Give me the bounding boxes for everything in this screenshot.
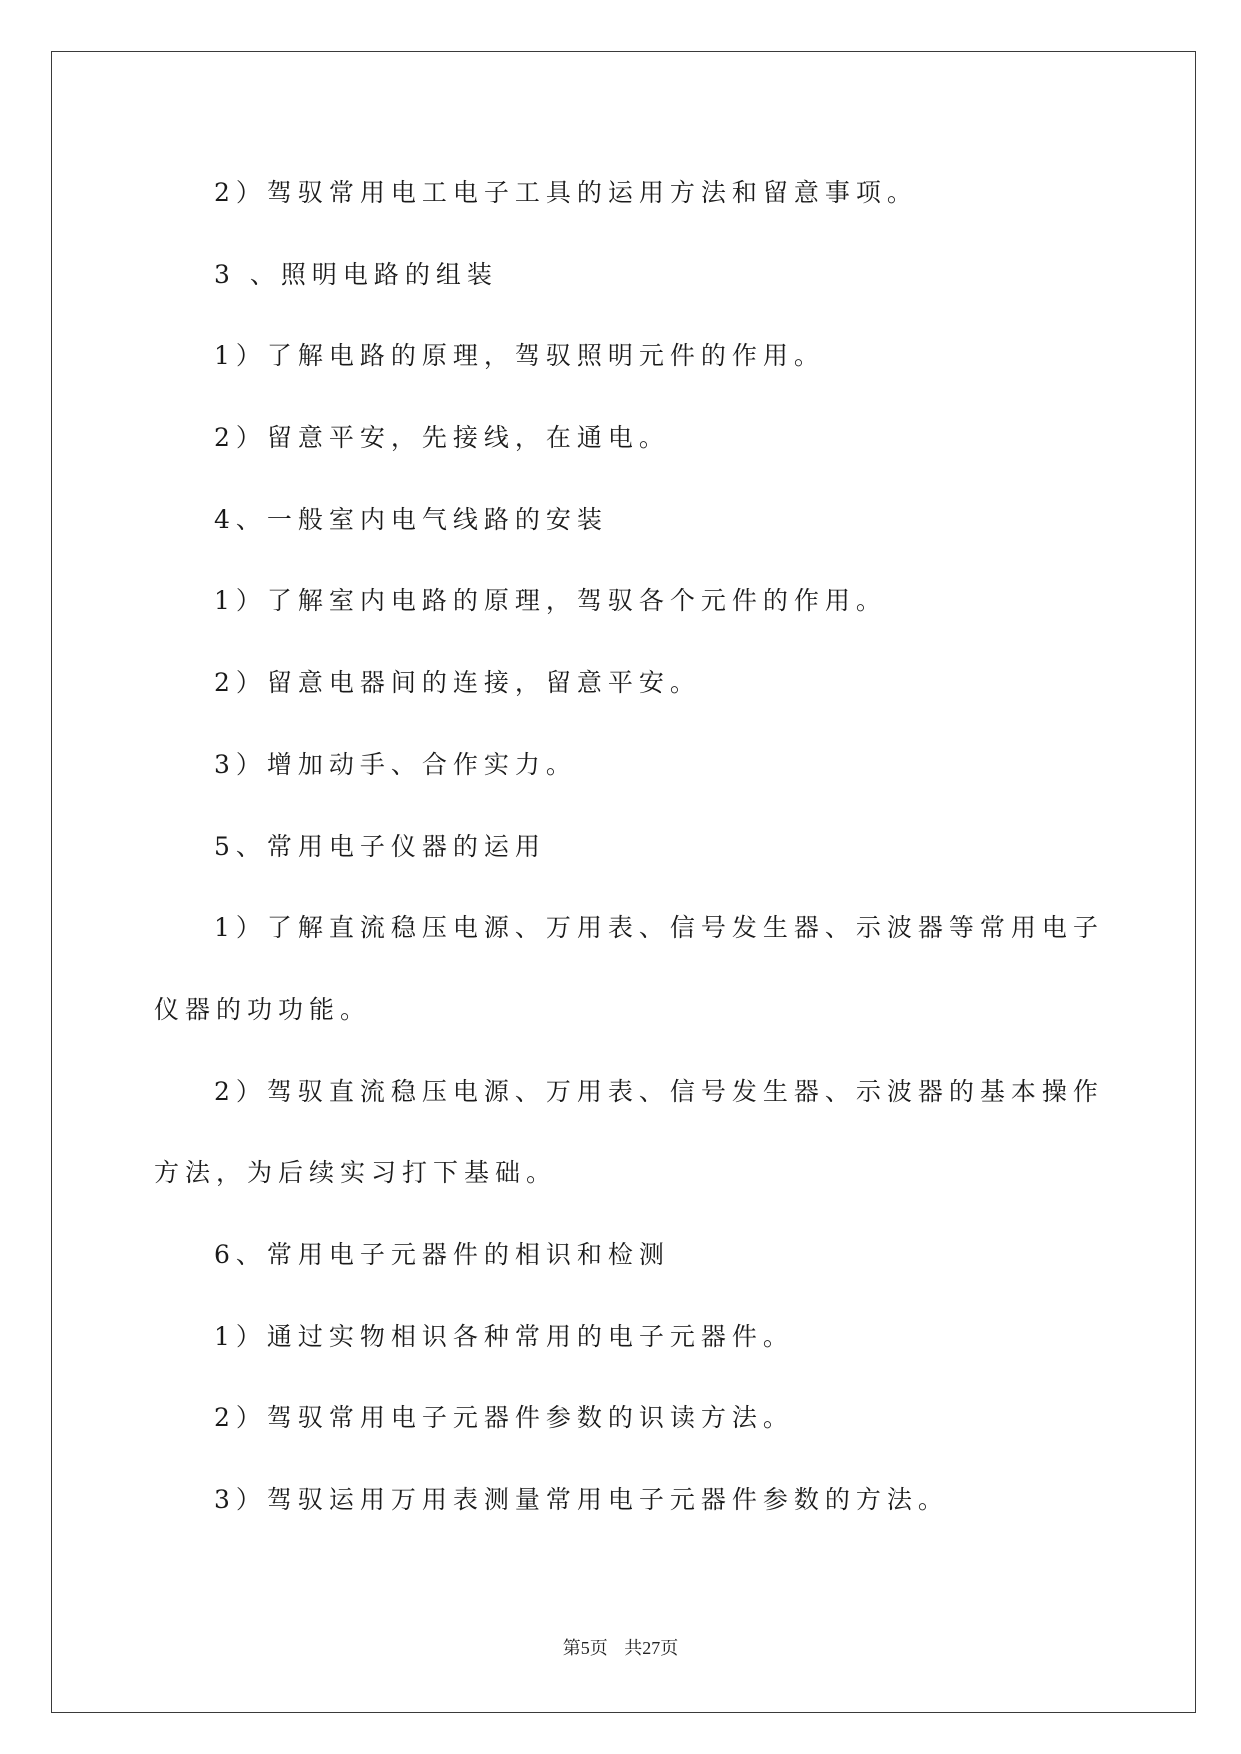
section-heading	[154, 806, 1104, 888]
paragraph-line: 3）驾驭运用万用表测量常用电子元器件参数的方法。	[214, 1485, 949, 1514]
paragraph	[154, 1296, 1104, 1378]
paragraph-line: 方法，为后续实习打下基础。	[154, 1158, 558, 1188]
paragraph-line: 仪器的功功能。	[154, 994, 372, 1024]
page-number-footer: 第5页 共27页	[562, 1638, 679, 1658]
paragraph	[154, 724, 1104, 806]
paragraph	[154, 1459, 1104, 1541]
paragraph-line: 1）了解电路的原理，驾驭照明元件的作用。	[214, 341, 825, 371]
paragraph-line: 2）留意平安，先接线，在通电。	[214, 423, 670, 453]
paragraph-line: 2）驾驭直流稳压电源、万用表、信号发生器、示波器的基本操作	[214, 1076, 1104, 1106]
paragraph	[154, 1051, 1104, 1214]
section-heading	[154, 234, 1104, 316]
paragraph-line: 4、一般室内电气线路的安装	[214, 504, 608, 534]
paragraph-line: 6、常用电子元器件的相识和检测	[214, 1239, 670, 1269]
document-body	[154, 152, 1104, 1541]
paragraph	[154, 315, 1104, 397]
section-heading	[154, 1214, 1104, 1296]
paragraph-line: 5、常用电子仪器的运用	[214, 831, 546, 861]
paragraph-line: 2）驾驭常用电子元器件参数的识读方法。	[214, 1403, 794, 1433]
paragraph-line: 1）通过实物相识各种常用的电子元器件。	[214, 1321, 794, 1351]
paragraph-line: 1）了解室内电路的原理，驾驭各个元件的作用。	[214, 586, 887, 616]
section-heading	[154, 479, 1104, 561]
paragraph-line: 2）留意电器间的连接，留意平安。	[214, 668, 701, 698]
paragraph	[154, 1377, 1104, 1459]
paragraph-line: 3 、照明电路的组装	[214, 259, 498, 289]
paragraph-line: 2）驾驭常用电工电子工具的运用方法和留意事项。	[214, 178, 918, 207]
paragraph	[154, 887, 1104, 1050]
paragraph	[154, 397, 1104, 479]
paragraph	[154, 642, 1104, 724]
paragraph-line: 1）了解直流稳压电源、万用表、信号发生器、示波器等常用电子	[214, 913, 1104, 943]
paragraph	[154, 152, 1104, 234]
paragraph	[154, 560, 1104, 642]
paragraph-line: 3）增加动手、合作实力。	[214, 749, 577, 779]
